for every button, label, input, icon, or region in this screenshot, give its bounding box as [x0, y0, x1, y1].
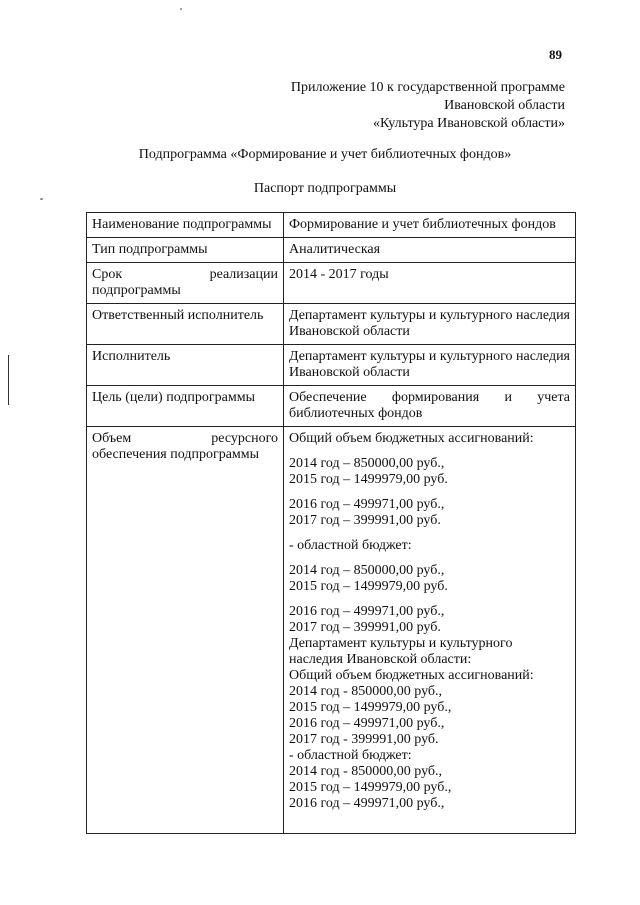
table-row-name: [87, 213, 576, 238]
scan-speck: [180, 8, 182, 10]
appendix-line-2: Ивановской области: [444, 98, 565, 113]
table-row-funding: [87, 427, 576, 834]
funding-total-2015: 2015 год – 1499979,00 руб.: [289, 472, 448, 487]
value-executor: Департамент культуры и культурного наследия Ивановской области: [284, 345, 576, 386]
label-type: Тип подпрограммы: [87, 238, 284, 263]
appendix-line-1: Приложение 10 к государственной программе: [290, 80, 565, 95]
value-goal: Обеспечение формирования и учета библиотечных фондов: [284, 386, 576, 427]
passport-table: [86, 212, 576, 834]
funding-regional-2015: 2015 год – 1499979,00 руб.: [289, 579, 448, 594]
scan-speck: [40, 198, 43, 200]
label-responsible: Ответственный исполнитель: [87, 304, 284, 345]
funding-dept-total-2016: 2016 год – 499971,00 руб.,: [289, 716, 445, 731]
table-row-executor: [87, 345, 576, 386]
funding-total-2014: 2014 год – 850000,00 руб.,: [289, 456, 445, 471]
subprogram-title: Подпрограмма «Формирование и учет библиотечных фондов»: [138, 147, 512, 162]
table-row-term: [87, 263, 576, 304]
label-funding: Объем ресурсного обеспечения подпрограммы: [87, 427, 284, 834]
page-number: 89: [549, 47, 562, 62]
table-row-responsible: [87, 304, 576, 345]
label-executor: Исполнитель: [87, 345, 284, 386]
funding-department-line-1: Департамент культуры и культурного: [289, 636, 513, 651]
label-name: Наименование подпрограммы: [87, 213, 284, 238]
funding-dept-total-2017: 2017 год - 399991,00 руб.: [289, 732, 439, 747]
table-row-type: [87, 238, 576, 263]
value-term: 2014 - 2017 годы: [284, 263, 576, 304]
appendix-line-3: «Культура Ивановской области»: [372, 116, 565, 131]
passport-title: Паспорт подпрограммы: [253, 181, 397, 196]
funding-dept-total-header: Общий объем бюджетных ассигнований:: [289, 668, 534, 683]
funding-dept-regional-2014: 2014 год - 850000,00 руб.,: [289, 764, 443, 779]
value-name: Формирование и учет библиотечных фондов: [284, 213, 576, 238]
value-type: Аналитическая: [284, 238, 576, 263]
funding-total-header: Общий объем бюджетных ассигнований:: [289, 431, 534, 446]
funding-dept-total-2015: 2015 год – 1499979,00 руб.,: [289, 700, 452, 715]
funding-regional-2017: 2017 год – 399991,00 руб.: [289, 620, 441, 635]
funding-regional-2014: 2014 год – 850000,00 руб.,: [289, 563, 445, 578]
table-row-goal: [87, 386, 576, 427]
funding-dept-regional-header: - областной бюджет:: [289, 748, 412, 763]
funding-regional-header: - областной бюджет:: [289, 538, 412, 553]
funding-dept-total-2014: 2014 год - 850000,00 руб.,: [289, 684, 443, 699]
appendix-header: [240, 79, 565, 133]
value-funding: [284, 427, 576, 834]
funding-department-line-2: наследия Ивановской области:: [289, 652, 472, 667]
funding-dept-regional-2016: 2016 год – 499971,00 руб.,: [289, 796, 445, 811]
funding-dept-regional-2015: 2015 год – 1499979,00 руб.,: [289, 780, 452, 795]
funding-regional-2016: 2016 год – 499971,00 руб.,: [289, 604, 445, 619]
funding-total-2017: 2017 год – 399991,00 руб.: [289, 513, 441, 528]
label-term: Срок реализации подпрограммы: [87, 263, 284, 304]
label-goal: Цель (цели) подпрограммы: [87, 386, 284, 427]
scan-margin-mark: [8, 355, 9, 405]
value-responsible: Департамент культуры и культурного наследия Ивановской области: [284, 304, 576, 345]
funding-total-2016: 2016 год – 499971,00 руб.,: [289, 497, 445, 512]
